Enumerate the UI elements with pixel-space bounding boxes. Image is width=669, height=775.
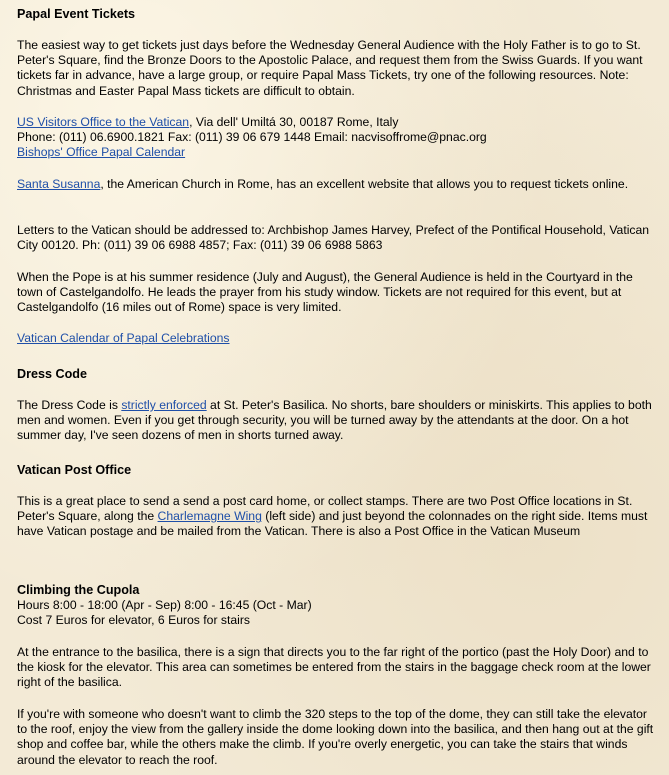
papal-tickets-heading: Papal Event Tickets — [17, 7, 136, 21]
us-office-contact: Phone: (011) 06.6900.1821 Fax: (011) 39 06 679 1448 Email: nacvisoffrome@pnac.org — [17, 130, 487, 145]
dress-code-text-start: The Dress Code is — [17, 398, 122, 412]
post-office-paragraph — [17, 494, 657, 540]
cupola-cost: Cost 7 Euros for elevator, 6 Euros for stairs — [17, 613, 251, 628]
dress-code-text-end: at St. Peter's Basilica. No shorts, bare shoulders or miniskirts. This applies to both men and women. Even if you get through security, you will be turned away by the attendants at the door. On a hot summer day, I've seen dozens of men in shorts turned away. — [17, 398, 652, 443]
santa-susanna-link[interactable]: Santa Susanna — [17, 177, 101, 191]
cupola-entrance-paragraph: At the entrance to the basilica, there is a sign that directs you to the far right of the portico (past the Holy Door) and to the kiosk for the elevator. This area can sometimes be entered from the stairs in the baggage check room at the lower right of the basilica. — [17, 645, 651, 690]
strictly-enforced-link[interactable]: strictly enforced — [121, 398, 207, 412]
dress-code-heading: Dress Code — [17, 367, 87, 381]
cupola-hours: Hours 8:00 - 18:00 (Apr - Sep) 8:00 - 16:45 (Oct - Mar) — [17, 598, 312, 612]
cupola-heading: Climbing the Cupola — [17, 583, 140, 597]
dress-code-paragraph — [17, 398, 657, 444]
calendar-line — [17, 331, 657, 346]
post-office-text-start: This is a great place to send a send a post card home, or collect stamps. There are two Post Office locations in St. Peter's Square, along the — [17, 494, 633, 524]
us-office-line — [17, 115, 657, 130]
summer-paragraph: When the Pope is at his summer residence (July and August), the General Audience is held in the Courtyard in the town of Castelgandolfo. He leads the prayer from his study window. Tickets are not required for this event, but at Castelgandolfo (16 miles out of Rome) space is very limited. — [17, 270, 633, 315]
vatican-calendar-link[interactable]: Vatican Calendar of Papal Celebrations — [17, 331, 230, 345]
charlemagne-wing-link[interactable]: Charlemagne Wing — [157, 509, 262, 524]
post-office-heading: Vatican Post Office — [17, 463, 132, 477]
cupola-block — [17, 582, 657, 628]
letters-paragraph: Letters to the Vatican should be addressed to: Archbishop James Harvey, Prefect of the Pontifical Household, Vatican City 00120. Ph: (011) 39 06 6988 4857; Fax: (011) 39 06 6988 5863 — [17, 223, 650, 253]
santa-susanna-paragraph — [17, 177, 657, 192]
post-office-text-end: (left side) and just beyond the colonnades on the right side. Items must have Vatican postage and be mailed from the Vatican. There is also a Post Office in the Vatican Museum — [17, 509, 648, 539]
cupola-climb-paragraph: If you're with someone who doesn't want to climb the 320 steps to the top of the dome, they can still take the elevator to the roof, enjoy the view from the gallery inside the dome looking down into the basilica, and then hang out at the gift shop and coffee bar, while the others make the climb. If you're overly energetic, you can take the stairs that winds around the elevator to reach the roof. — [17, 707, 654, 767]
us-office-address: , Via dell' Umiltá 30, 00187 Rome, Italy — [189, 115, 399, 129]
bishops-calendar-link[interactable]: Bishops' Office Papal Calendar — [17, 145, 186, 160]
santa-susanna-text: , the American Church in Rome, has an excellent website that allows you to request tickets online. — [100, 177, 629, 191]
bishops-line — [17, 145, 657, 160]
us-office-block — [17, 115, 657, 161]
us-visitors-office-link[interactable]: US Visitors Office to the Vatican — [17, 115, 190, 129]
tickets-intro: The easiest way to get tickets just days before the Wednesday General Audience with the Holy Father is to go to St. Peter's Square, find the Bronze Doors to the Apostolic Palace, and request them from the Swiss Guards. If you want tickets far in advance, have a large group, or require Papal Mass Tickets, try one of the following resources. Note: Christmas and Easter Papal Mass tickets are difficult to obtain. — [17, 38, 643, 98]
